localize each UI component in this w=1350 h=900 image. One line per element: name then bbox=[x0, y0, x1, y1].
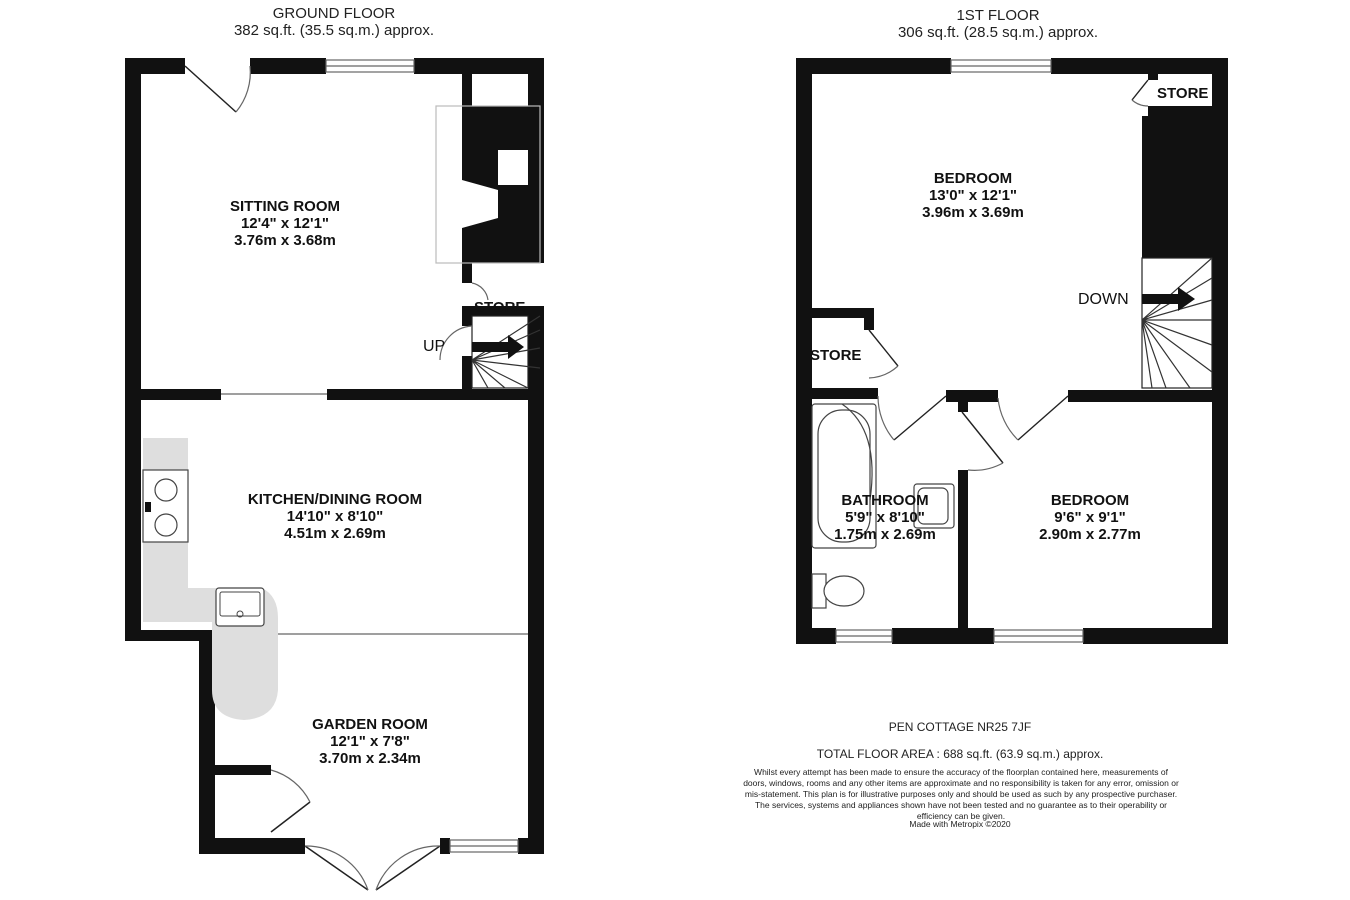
hob-switch bbox=[145, 502, 151, 512]
room-kitchen bbox=[205, 491, 465, 542]
total-floor-area: TOTAL FLOOR AREA : 688 sq.ft. (63.9 sq.m.) approx. bbox=[816, 747, 1104, 761]
door-swing bbox=[1132, 100, 1148, 106]
wall bbox=[125, 58, 141, 641]
wall bbox=[864, 308, 874, 330]
wall bbox=[1148, 58, 1158, 80]
wall bbox=[440, 838, 450, 854]
wall bbox=[796, 58, 951, 74]
first-floor-header bbox=[858, 7, 1138, 41]
first-floor-area: 306 sq.ft. (28.5 sq.m.) approx. bbox=[897, 24, 1099, 41]
wall bbox=[215, 765, 271, 775]
store-label-first-top: STORE bbox=[1157, 85, 1209, 102]
door-leaf bbox=[1132, 80, 1148, 100]
ground-floor-area: 382 sq.ft. (35.5 sq.m.) approx. bbox=[233, 22, 435, 39]
wall bbox=[462, 356, 472, 400]
room-name: KITCHEN/DINING ROOM bbox=[247, 491, 423, 508]
wall bbox=[327, 389, 528, 400]
door-swing bbox=[878, 396, 894, 440]
room-size-imperial: 13'0" x 12'1" bbox=[928, 187, 1018, 204]
wall bbox=[462, 58, 472, 106]
staircase bbox=[1142, 258, 1212, 388]
wall bbox=[250, 58, 326, 74]
door-swing bbox=[968, 463, 1003, 470]
wall bbox=[518, 838, 544, 854]
made-with: Made with Metropix ©2020 bbox=[909, 819, 1011, 829]
room-bedroom-second bbox=[1000, 492, 1180, 543]
room-size-imperial: 12'4" x 12'1" bbox=[240, 215, 330, 232]
room-size-imperial: 12'1" x 7'8" bbox=[330, 733, 410, 750]
room-bathroom bbox=[810, 492, 960, 543]
wc-bowl bbox=[824, 576, 864, 606]
wall bbox=[796, 628, 836, 644]
door-leaf bbox=[305, 846, 368, 890]
door-leaf bbox=[962, 412, 1003, 463]
hob-ring bbox=[155, 479, 177, 501]
first-floor-title: 1ST FLOOR bbox=[956, 7, 1040, 24]
wall bbox=[1212, 58, 1228, 644]
room-name: SITTING ROOM bbox=[230, 198, 340, 215]
chimney-breast bbox=[462, 106, 528, 263]
room-size-metric: 3.96m x 3.69m bbox=[922, 204, 1024, 221]
wall bbox=[958, 402, 968, 412]
door-leaf bbox=[894, 396, 946, 440]
room-name: GARDEN ROOM bbox=[312, 716, 428, 733]
wall bbox=[1051, 58, 1228, 74]
room-size-metric: 3.70m x 2.34m bbox=[319, 750, 421, 767]
wall bbox=[946, 390, 998, 402]
door-swing bbox=[472, 283, 488, 300]
room-size-imperial: 14'10" x 8'10" bbox=[286, 508, 384, 525]
door-swing bbox=[869, 366, 898, 378]
stair-treads bbox=[1142, 258, 1212, 388]
up-label: UP bbox=[423, 338, 446, 355]
door-leaf bbox=[1018, 396, 1068, 440]
hob-ring bbox=[155, 514, 177, 536]
door-swing bbox=[271, 770, 310, 802]
room-sitting bbox=[185, 198, 385, 249]
room-name: BEDROOM bbox=[933, 170, 1013, 187]
door-leaf bbox=[271, 802, 310, 832]
wall bbox=[199, 838, 305, 854]
wall bbox=[1068, 390, 1212, 402]
room-bedroom-main bbox=[873, 170, 1073, 221]
wall bbox=[528, 306, 544, 852]
ground-floor-title: GROUND FLOOR bbox=[272, 5, 396, 22]
address: PEN COTTAGE NR25 7JF bbox=[888, 720, 1032, 734]
store-label-first-left: STORE bbox=[810, 347, 862, 364]
down-label: DOWN bbox=[1078, 291, 1129, 308]
door-swing bbox=[236, 66, 250, 112]
wall bbox=[1083, 628, 1228, 644]
door-leaf bbox=[869, 330, 898, 366]
door-swing bbox=[998, 398, 1018, 440]
disclaimer: Whilst every attempt has been made to ensure the accuracy of the floorplan contained here, measurements of doors, windows, rooms and any other items are approximate and no responsibility is taken for any error, omission or mis-statement. This plan is for illustrative purposes only and should be used as such by any prospective purchaser. The services, systems and appliances shown have not been tested and no guarantee as to their operability or efficiency can be given. bbox=[743, 767, 1179, 821]
wall bbox=[141, 389, 221, 400]
room-garden bbox=[270, 716, 470, 767]
sink bbox=[216, 588, 264, 626]
room-name: BATHROOM bbox=[841, 492, 929, 509]
wall bbox=[1148, 106, 1228, 116]
ground-floor-header bbox=[194, 5, 474, 39]
room-size-metric: 1.75m x 2.69m bbox=[834, 526, 936, 543]
store-label-ground: STORE bbox=[474, 299, 526, 316]
room-size-metric: 4.51m x 2.69m bbox=[284, 525, 386, 542]
chimney-block bbox=[1142, 116, 1212, 258]
room-size-metric: 2.90m x 2.77m bbox=[1039, 526, 1141, 543]
wall bbox=[528, 58, 544, 263]
room-name: BEDROOM bbox=[1050, 492, 1130, 509]
room-size-metric: 3.76m x 3.68m bbox=[234, 232, 336, 249]
wall bbox=[462, 263, 472, 283]
wall bbox=[892, 628, 994, 644]
door-leaf bbox=[185, 66, 236, 112]
wall bbox=[414, 58, 544, 74]
room-size-imperial: 5'9" x 8'10" bbox=[845, 509, 925, 526]
wall bbox=[812, 388, 878, 399]
room-size-imperial: 9'6" x 9'1" bbox=[1054, 509, 1126, 526]
wall bbox=[462, 306, 472, 326]
wall bbox=[125, 630, 205, 641]
